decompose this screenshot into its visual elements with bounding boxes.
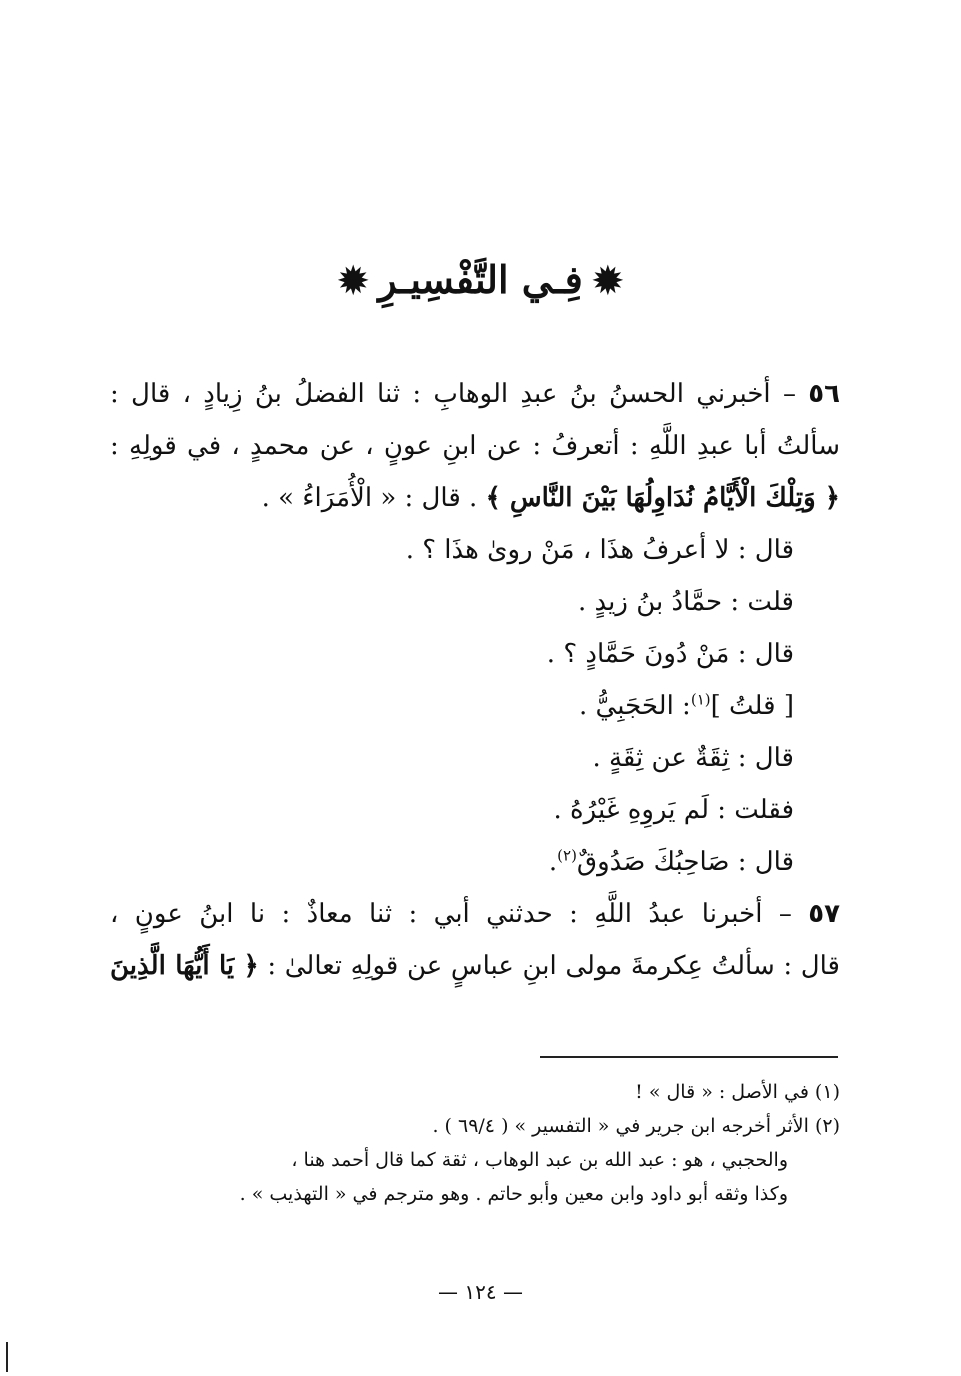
star-ornament-icon: ✹ [338, 260, 369, 302]
footnotes [110, 1075, 840, 1211]
line-text: قال : سألتُ عِكرمةَ مولى ابنِ عباسٍ عن قولِهِ تعالىٰ : [258, 951, 840, 981]
footnote: (١) في الأصل : « قال » ! [635, 1081, 840, 1103]
text-line [110, 368, 840, 420]
line-text: – أخبرني الحسنُ بنُ عبدِ الوهابِ : ثنا الفضلُ بنُ زِيادٍ ، قال : [110, 379, 809, 409]
text-line [110, 628, 840, 680]
line-text: . قال : « الْأُمَرَاءُ » . [261, 483, 486, 513]
line-text: قال : صَاحِبُكَ صَدُوقٌ [576, 847, 794, 877]
hadith-number: ٥٦ [808, 379, 840, 409]
line-text: . [548, 847, 558, 877]
quran-verse: ﴿ يَا أَيُّهَا الَّذِينَ [110, 951, 259, 981]
page-number: — ١٢٤ — [438, 1280, 523, 1304]
footnote: (٢) الأثر أخرجه ابن جرير في « التفسير » ( ٦٩/٤ ) . [432, 1115, 840, 1137]
line-text: [ قلتُ ] [710, 691, 794, 721]
main-text [110, 368, 840, 992]
section-title-text: فِـي التَّفْسِيـرِ [378, 257, 583, 302]
star-ornament-icon: ✹ [592, 260, 623, 302]
text-line [110, 680, 840, 732]
text-line [110, 524, 840, 576]
text-line [110, 420, 840, 472]
quran-verse: ﴿ وَتِلْكَ الْأَيَّامُ نُدَاوِلُهَا بَيْنَ النَّاسِ ﴾ [485, 483, 840, 513]
line-text: قال : مَنْ دُونَ حَمَّادٍ ؟ . [546, 639, 794, 669]
line-text: سألتُ أبا عبدِ اللَّهِ : أتعرفُ : عن ابنِ عونٍ ، عن محمدٍ ، في قولِهِ : [110, 431, 840, 461]
section-title [0, 250, 961, 311]
text-line [110, 836, 840, 888]
footnote-marker: (٢) [557, 846, 577, 865]
footnote-marker: (١) [690, 690, 711, 709]
line-text: – أخبرنا عبدُ اللَّهِ : حدثني أبي : ثنا معاذٌ : نا ابنُ عونٍ ، [110, 899, 809, 929]
text-line [110, 732, 840, 784]
scan-edge-mark [6, 1342, 8, 1372]
footnote: والحجبي ، هو : عبد الله بن عبد الوهاب ، ثقة كما قال أحمد هنا ، [291, 1149, 788, 1171]
text-line [110, 576, 840, 628]
text-line [110, 472, 840, 524]
line-text: قال : ثِقَةٌ عن ثِقَةٍ . [592, 743, 794, 773]
footnote: وكذا وثقه أبو داود وابن معين وأبو حاتم . وهو مترجم في « التهذيب » . [239, 1183, 788, 1205]
hadith-number: ٥٧ [808, 899, 840, 929]
text-line [110, 940, 840, 992]
line-text: قلت : حمَّادُ بنُ زيدٍ . [578, 587, 794, 617]
text-line [110, 784, 840, 836]
text-line [110, 888, 840, 940]
line-text: فقلت : لَم يَروِهِ غَيْرُهُ . [553, 795, 794, 825]
line-text: : الحَجَبِيُّ . [579, 691, 691, 721]
line-text: قال : لا أعرفُ هذَا ، مَنْ روىٰ هذَا ؟ . [405, 535, 794, 565]
footnote-separator [540, 1056, 838, 1058]
